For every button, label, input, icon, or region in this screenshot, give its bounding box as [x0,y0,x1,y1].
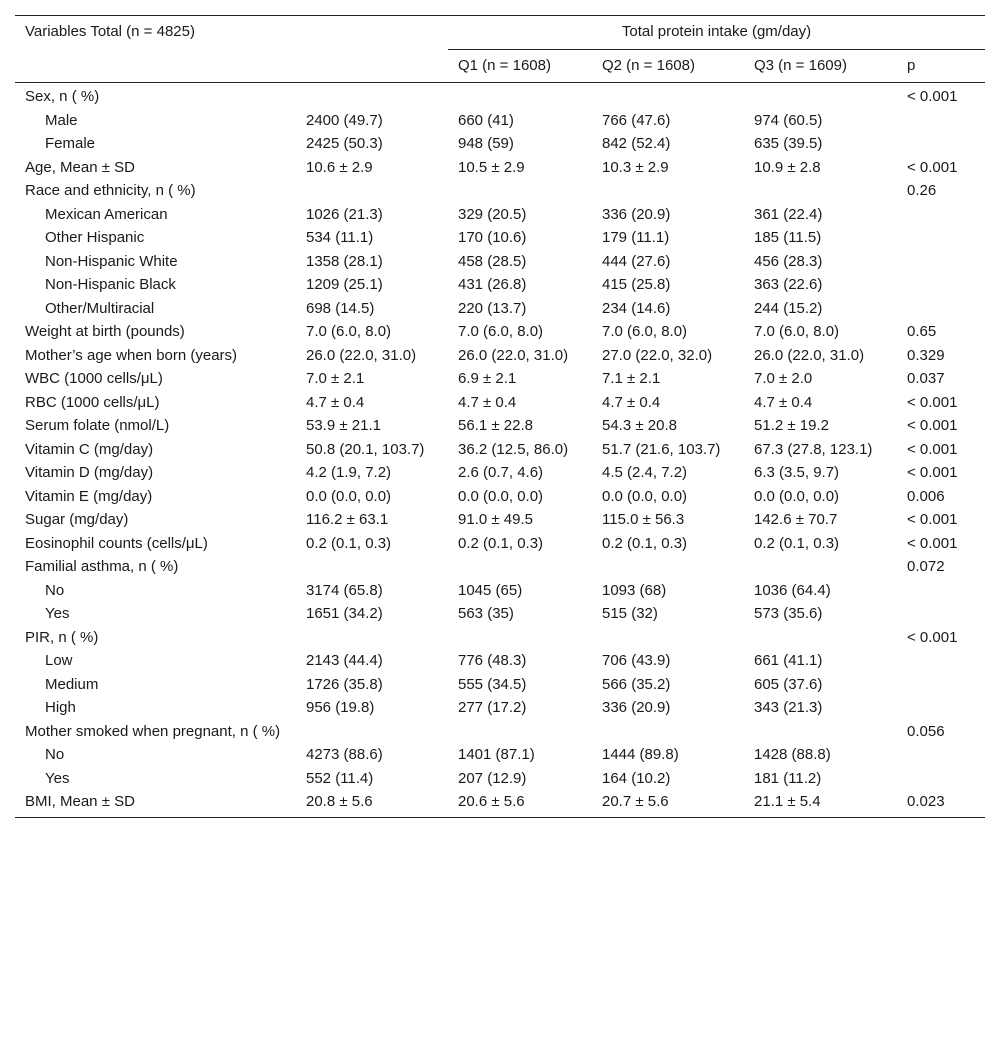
cell-total: 53.9 ± 21.1 [306,417,381,434]
cell-q1: 329 (20.5) [458,205,527,223]
cell-q3: 635 (39.5) [754,135,823,152]
table-row [15,132,985,156]
cell-q1: 170 (10.6) [458,229,527,246]
cell-q3: 21.1 ± 5.4 [744,790,897,817]
header-p: p [897,49,985,83]
table-row [15,203,985,227]
cell-q1: 563 (35) [458,605,514,622]
table-row [15,626,985,650]
cell-p [897,226,985,250]
cell-q2: 515 (32) [602,605,658,622]
cell-total: 534 (11.1) [306,229,374,246]
table-row [15,297,985,321]
table-row [15,367,985,391]
cell-q1: 56.1 ± 22.8 [458,417,533,434]
cell-p [897,203,985,227]
table-row [15,579,985,603]
table-row [15,109,985,133]
cell-q2: 336 (20.9) [602,205,671,223]
cell-q2: 1444 (89.8) [602,746,679,763]
cell-q1: 6.9 ± 2.1 [458,370,517,387]
cell-total [296,179,448,203]
cell-q2 [592,83,744,109]
header-blank-total [296,49,448,83]
row-label: Low [45,652,73,669]
row-label: No [45,581,65,599]
cell-p: < 0.001 [907,440,958,458]
cell-q2 [592,179,744,203]
cell-q2 [592,555,744,579]
table-row [15,602,985,626]
header-blank [15,49,296,83]
cell-q1: 36.2 (12.5, 86.0) [458,440,569,458]
row-label: Male [45,111,78,129]
row-label: No [45,746,65,763]
cell-q1: 10.5 ± 2.9 [458,158,525,176]
cell-q2: 27.0 (22.0, 32.0) [602,346,713,364]
cell-p [897,673,985,697]
cell-q3 [744,626,897,650]
table-row [15,508,985,532]
cell-q1: 948 (59) [458,135,514,152]
cell-q1 [448,555,592,579]
row-label: Other/Multiracial [45,299,155,317]
cell-total: 698 (14.5) [306,299,375,317]
cell-q1: 4.7 ± 0.4 [458,393,517,411]
cell-q1 [448,83,592,109]
cell-q1: 91.0 ± 49.5 [458,511,533,528]
cell-total: 7.0 ± 2.1 [306,370,365,387]
cell-p: < 0.001 [907,417,958,434]
table-row [15,344,985,368]
cell-total: 116.2 ± 63.1 [306,511,389,528]
cell-p: < 0.001 [907,628,958,646]
cell-total: 2400 (49.7) [306,111,383,129]
row-label: Vitamin C (mg/day) [25,440,154,458]
table-row [15,414,985,438]
row-label: Other Hispanic [45,229,145,246]
table-row [15,273,985,297]
cell-q3 [744,179,897,203]
cell-q1: 1045 (65) [458,581,523,599]
cell-q2: 0.0 (0.0, 0.0) [602,487,688,505]
cell-q2: 115.0 ± 56.3 [602,511,685,528]
table-body [15,83,985,818]
cell-q3: 343 (21.3) [754,699,823,716]
cell-p: < 0.001 [907,393,958,411]
row-label: Sex, n ( %) [25,88,100,105]
cell-q3: 26.0 (22.0, 31.0) [754,346,865,364]
row-label: Serum folate (nmol/L) [25,417,170,434]
cell-total [296,720,448,744]
row-label: Mother smoked when pregnant, n ( %) [25,722,281,740]
cell-p: < 0.001 [907,88,958,105]
row-label: Medium [45,675,99,693]
cell-q2: 766 (47.6) [602,111,671,129]
cell-q3: 573 (35.6) [754,605,823,622]
cell-q3: 361 (22.4) [754,205,823,223]
header-q1: Q1 (n = 1608) [448,49,592,83]
cell-total: 0.2 (0.1, 0.3) [306,534,392,552]
cell-q2: 0.2 (0.1, 0.3) [602,534,688,552]
cell-q1: 555 (34.5) [458,675,527,693]
table-row [15,156,985,180]
table-row [15,485,985,509]
table-row [15,720,985,744]
cell-p [897,250,985,274]
cell-p [897,649,985,673]
row-label: Non-Hispanic Black [45,276,176,293]
cell-p [897,743,985,767]
cell-p: 0.329 [907,346,945,364]
cell-p [897,579,985,603]
row-label: Vitamin E (mg/day) [25,487,153,505]
cell-total: 0.0 (0.0, 0.0) [306,487,392,505]
cell-q3 [744,720,897,744]
cell-q1 [448,179,592,203]
cell-total: 26.0 (22.0, 31.0) [306,346,417,364]
cell-p [897,109,985,133]
cell-q1: 207 (12.9) [458,769,527,787]
cell-total [296,555,448,579]
cell-q3: 1428 (88.8) [754,746,831,763]
row-label: PIR, n ( %) [25,628,99,646]
cell-p: 0.072 [907,558,945,575]
cell-q2: 20.7 ± 5.6 [592,790,744,817]
table-row [15,438,985,462]
row-label: WBC (1000 cells/μL) [25,370,163,387]
cell-total: 1651 (34.2) [306,605,383,622]
cell-q3: 10.9 ± 2.8 [754,158,821,176]
cell-total: 3174 (65.8) [306,581,383,599]
row-label: Familial asthma, n ( %) [25,558,179,575]
cell-total: 20.8 ± 5.6 [296,790,448,817]
cell-q3: 244 (15.2) [754,299,823,317]
cell-q2: 10.3 ± 2.9 [602,158,669,176]
cell-q1 [448,720,592,744]
cell-p: < 0.001 [907,534,958,552]
cell-p: < 0.001 [907,511,958,528]
cell-p [897,696,985,720]
row-label: Yes [45,605,70,622]
cell-total: 50.8 (20.1, 103.7) [306,440,425,458]
cell-total [296,83,448,109]
cell-q2: 234 (14.6) [602,299,671,317]
cell-q2: 7.1 ± 2.1 [602,370,661,387]
cell-q2: 4.7 ± 0.4 [602,393,661,411]
cell-q3: 1036 (64.4) [754,581,831,599]
cell-total: 4273 (88.6) [306,746,383,763]
table-row [15,250,985,274]
cell-q3: 7.0 ± 2.0 [754,370,813,387]
cell-q3 [744,555,897,579]
cell-total: 1026 (21.3) [306,205,383,223]
row-label: Weight at birth (pounds) [25,323,185,340]
row-label: Yes [45,769,70,787]
cell-q2: 4.5 (2.4, 7.2) [602,464,688,481]
row-label: Vitamin D (mg/day) [25,464,154,481]
cell-total: 956 (19.8) [306,699,375,716]
cell-p [897,767,985,791]
table-row [15,696,985,720]
table-container [15,15,985,818]
protein-intake-table [15,15,985,818]
cell-total: 10.6 ± 2.9 [306,158,373,176]
row-label: RBC (1000 cells/μL) [25,393,160,411]
cell-q2: 336 (20.9) [602,699,671,716]
cell-p: 0.26 [907,182,937,199]
row-label: Female [45,135,96,152]
header-row-1 [15,16,985,50]
header-q3: Q3 (n = 1609) [744,49,897,83]
cell-q1: 220 (13.7) [458,299,527,317]
variables-header: Variables Total (n = 4825) [15,16,448,50]
table-row [15,555,985,579]
cell-total: 1726 (35.8) [306,675,383,693]
row-label: Sugar (mg/day) [25,511,129,528]
cell-q1: 431 (26.8) [458,276,527,293]
cell-q1: 1401 (87.1) [458,746,535,763]
cell-total: 2143 (44.4) [306,652,383,669]
table-row [15,391,985,415]
row-label: Eosinophil counts (cells/μL) [25,534,208,552]
cell-p [897,132,985,156]
cell-q1: 26.0 (22.0, 31.0) [458,346,569,364]
cell-q1: 0.2 (0.1, 0.3) [458,534,544,552]
cell-q3: 0.2 (0.1, 0.3) [754,534,840,552]
cell-q3: 67.3 (27.8, 123.1) [754,440,873,458]
row-label: Race and ethnicity, n ( %) [25,182,196,199]
cell-q3: 4.7 ± 0.4 [754,393,813,411]
cell-q3: 181 (11.2) [754,769,822,787]
cell-p: 0.056 [907,722,945,740]
cell-q1: 458 (28.5) [458,252,527,270]
row-label: Non-Hispanic White [45,252,178,270]
table-row [15,743,985,767]
cell-q2: 7.0 (6.0, 8.0) [602,323,688,340]
cell-p: 0.037 [907,370,945,387]
cell-q1: 0.0 (0.0, 0.0) [458,487,544,505]
cell-q3: 974 (60.5) [754,111,823,129]
cell-q2: 415 (25.8) [602,276,671,293]
table-header [15,16,985,83]
table-row [15,179,985,203]
cell-total: 1358 (28.1) [306,252,383,270]
row-label: High [45,699,76,716]
table-row [15,532,985,556]
cell-q1: 2.6 (0.7, 4.6) [458,464,544,481]
cell-p [897,273,985,297]
cell-p: 0.65 [907,323,937,340]
cell-q3: 142.6 ± 70.7 [754,511,838,528]
table-row [15,767,985,791]
row-label: Age, Mean ± SD [25,158,135,176]
cell-q1: 277 (17.2) [458,699,527,716]
cell-total: 2425 (50.3) [306,135,383,152]
cell-total: 1209 (25.1) [306,276,383,293]
cell-q2: 1093 (68) [602,581,667,599]
header-q2: Q2 (n = 1608) [592,49,744,83]
cell-q1: 776 (48.3) [458,652,527,669]
table-row [15,226,985,250]
cell-q2: 566 (35.2) [602,675,671,693]
cell-q2: 706 (43.9) [602,652,671,669]
cell-q3: 51.2 ± 19.2 [754,417,829,434]
cell-q2 [592,720,744,744]
cell-p: < 0.001 [907,158,958,176]
cell-q3: 605 (37.6) [754,675,823,693]
cell-q1: 20.6 ± 5.6 [448,790,592,817]
cell-total [296,626,448,650]
cell-q3: 6.3 (3.5, 9.7) [754,464,840,481]
row-label: Mexican American [45,205,168,223]
cell-total: 4.2 (1.9, 7.2) [306,464,392,481]
table-row [15,320,985,344]
cell-q3 [744,83,897,109]
table-row [15,649,985,673]
cell-q2: 54.3 ± 20.8 [602,417,677,434]
row-label: Mother’s age when born (years) [25,346,238,364]
cell-q3: 363 (22.6) [754,276,823,293]
table-row [15,673,985,697]
cell-q3: 0.0 (0.0, 0.0) [754,487,840,505]
cell-p: < 0.001 [907,464,958,481]
cell-q1 [448,626,592,650]
cell-q2: 51.7 (21.6, 103.7) [602,440,721,458]
cell-q3: 185 (11.5) [754,229,822,246]
table-row [15,461,985,485]
cell-total: 552 (11.4) [306,769,374,787]
cell-q2: 444 (27.6) [602,252,671,270]
cell-q2: 179 (11.1) [602,229,670,246]
cell-q2 [592,626,744,650]
cell-p [897,602,985,626]
row-label: BMI, Mean ± SD [15,790,296,817]
cell-p: 0.023 [897,790,985,817]
table-row [15,83,985,109]
cell-total: 7.0 (6.0, 8.0) [306,323,392,340]
cell-p: 0.006 [907,487,945,505]
cell-q2: 842 (52.4) [602,135,671,152]
table-row [15,790,985,817]
cell-total: 4.7 ± 0.4 [306,393,365,411]
cell-p [897,297,985,321]
cell-q1: 660 (41) [458,111,514,129]
cell-q3: 456 (28.3) [754,252,823,270]
group-header: Total protein intake (gm/day) [448,16,985,50]
cell-q2: 164 (10.2) [602,769,671,787]
cell-q3: 661 (41.1) [754,652,823,669]
cell-q1: 7.0 (6.0, 8.0) [458,323,544,340]
cell-q3: 7.0 (6.0, 8.0) [754,323,840,340]
header-row-2 [15,49,985,83]
